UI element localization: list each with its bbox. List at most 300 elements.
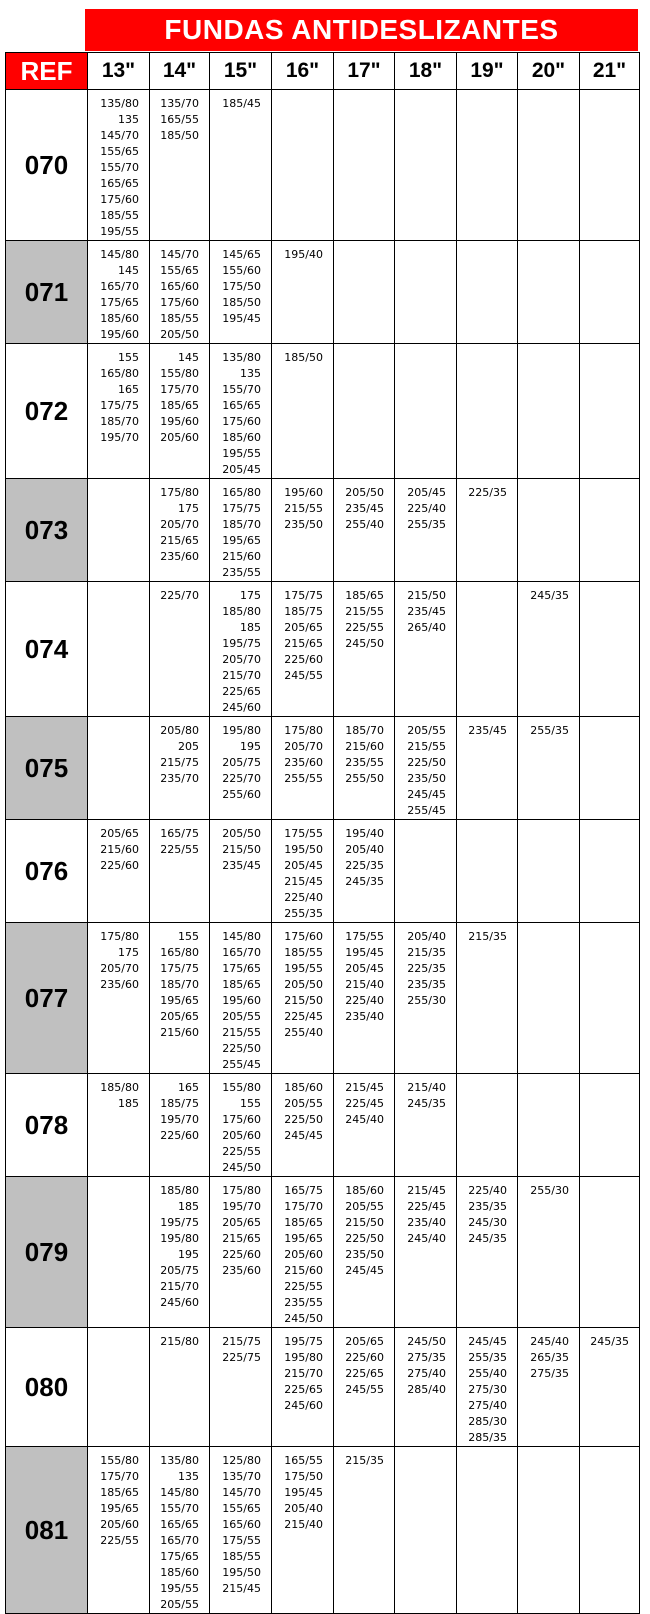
ref-cell: 075 (6, 717, 88, 820)
tire-size-entry: 155/70 (222, 383, 261, 396)
tire-size-entry: 185/75 (160, 1097, 199, 1110)
tire-size-entry: 225/65 (345, 1367, 384, 1380)
tire-size-entry: 225/60 (284, 653, 323, 666)
tire-size-entry: 195/70 (160, 1113, 199, 1126)
tire-size-entry: 235/50 (284, 518, 323, 531)
tire-size-entry: 275/35 (530, 1367, 569, 1380)
tire-size-entry: 185/60 (100, 312, 139, 325)
size-column-header: 19" (457, 53, 518, 90)
size-cell (150, 923, 210, 1074)
tire-size-entry: 195/50 (222, 1566, 261, 1579)
size-cell (457, 1177, 518, 1328)
tire-size-entry: 165/60 (222, 1518, 261, 1531)
size-cell (580, 820, 640, 923)
tire-size-entry: 175/60 (100, 193, 139, 206)
size-cell (150, 241, 210, 344)
tire-size-entry: 255/35 (284, 907, 323, 920)
tire-size-entry: 195 (178, 1248, 199, 1261)
tire-size-entry: 225/40 (345, 994, 384, 1007)
tire-size-entry: 205/65 (100, 827, 139, 840)
ref-cell: 078 (6, 1074, 88, 1177)
ref-cell: 074 (6, 582, 88, 717)
tire-size-entry: 215/50 (222, 843, 261, 856)
tire-size-entry: 195/55 (222, 447, 261, 460)
tire-size-entry: 215/40 (407, 1081, 446, 1094)
tire-size-entry: 225/40 (468, 1184, 507, 1197)
size-cell (272, 90, 334, 241)
tire-size-entry: 185/70 (222, 518, 261, 531)
tire-size-entry: 145 (118, 264, 139, 277)
tire-size-entry: 205/80 (160, 724, 199, 737)
tire-size-entry: 195/50 (284, 843, 323, 856)
tire-size-entry: 195/45 (345, 946, 384, 959)
tire-size-entry: 205/65 (284, 621, 323, 634)
tire-size-entry: 205/75 (222, 756, 261, 769)
tire-size-entry: 265/40 (407, 621, 446, 634)
tire-size-entry: 175/60 (160, 296, 199, 309)
size-cell (272, 344, 334, 479)
tire-size-entry: 205/40 (345, 843, 384, 856)
tire-size-entry: 175/65 (222, 962, 261, 975)
tire-size-entry: 205/70 (100, 962, 139, 975)
tire-size-entry: 175 (118, 946, 139, 959)
tire-size-entry: 225/60 (345, 1351, 384, 1364)
size-cell (210, 820, 272, 923)
tire-size-entry: 195/80 (284, 1351, 323, 1364)
size-cell (272, 1074, 334, 1177)
tire-size-entry: 185/65 (284, 1216, 323, 1229)
table-row (6, 820, 640, 923)
tire-size-entry: 225/60 (160, 1129, 199, 1142)
tire-size-entry: 195/65 (222, 534, 261, 547)
tire-size-entry: 205/45 (284, 859, 323, 872)
size-column-header: 13" (88, 53, 150, 90)
size-cell (88, 820, 150, 923)
tire-size-entry: 215/60 (345, 740, 384, 753)
tire-size-entry: 235/70 (160, 772, 199, 785)
tire-size-entry: 205/45 (345, 962, 384, 975)
tire-size-entry: 175/65 (100, 296, 139, 309)
tire-size-entry: 135/80 (222, 351, 261, 364)
size-cell (518, 923, 580, 1074)
size-cell (580, 479, 640, 582)
tire-size-entry: 235/60 (222, 1264, 261, 1277)
table-row (6, 1177, 640, 1328)
size-column-header: 21" (580, 53, 640, 90)
size-cell (334, 582, 395, 717)
tire-size-entry: 225/45 (284, 1010, 323, 1023)
tire-size-entry: 175/80 (160, 486, 199, 499)
tire-size-entry: 215/55 (284, 502, 323, 515)
tire-size-entry: 225/60 (100, 859, 139, 872)
tire-size-entry: 225/55 (100, 1534, 139, 1547)
tire-size-entry: 195/40 (284, 248, 323, 261)
size-cell (150, 1328, 210, 1447)
tire-size-entry: 275/40 (468, 1399, 507, 1412)
tire-size-entry: 245/45 (407, 788, 446, 801)
tire-size-entry: 245/40 (530, 1335, 569, 1348)
size-cell (88, 1074, 150, 1177)
tire-size-entry: 205/55 (407, 724, 446, 737)
tire-size-entry: 205/75 (160, 1264, 199, 1277)
tire-size-entry: 285/30 (468, 1415, 507, 1428)
size-cell (457, 582, 518, 717)
ref-cell: 081 (6, 1447, 88, 1614)
size-cell (334, 241, 395, 344)
tire-size-entry: 205/40 (407, 930, 446, 943)
tire-size-entry: 235/50 (407, 772, 446, 785)
tire-size-entry: 225/65 (284, 1383, 323, 1396)
tire-size-entry: 215/45 (284, 875, 323, 888)
size-cell (150, 90, 210, 241)
table-row (6, 582, 640, 717)
tire-size-entry: 155/80 (100, 1454, 139, 1467)
size-cell (395, 923, 457, 1074)
tire-size-entry: 145/65 (222, 248, 261, 261)
tire-size-entry: 215/65 (160, 534, 199, 547)
tire-size-entry: 175/75 (160, 962, 199, 975)
tire-size-entry: 235/60 (100, 978, 139, 991)
size-cell (88, 241, 150, 344)
tire-size-entry: 175/60 (222, 415, 261, 428)
size-cell (272, 582, 334, 717)
size-cell (580, 923, 640, 1074)
tire-size-entry: 165/80 (222, 486, 261, 499)
tire-size-entry: 225/60 (222, 1248, 261, 1261)
tire-size-entry: 245/55 (284, 669, 323, 682)
tire-size-entry: 215/75 (222, 1335, 261, 1348)
size-cell (518, 1328, 580, 1447)
tire-size-entry: 235/50 (345, 1248, 384, 1261)
tire-size-entry: 165/80 (160, 946, 199, 959)
tire-size-entry: 215/60 (100, 843, 139, 856)
tire-size-entry: 225/55 (345, 621, 384, 634)
tire-size-entry: 155/60 (222, 264, 261, 277)
tire-size-entry: 185/50 (222, 296, 261, 309)
tire-size-entry: 155 (118, 351, 139, 364)
size-cell (334, 923, 395, 1074)
tire-size-entry: 175 (178, 502, 199, 515)
tire-size-entry: 245/35 (407, 1097, 446, 1110)
size-cell (150, 717, 210, 820)
tire-size-entry: 185/80 (222, 605, 261, 618)
size-cell (395, 1177, 457, 1328)
size-cell (272, 923, 334, 1074)
tire-size-entry: 135/70 (222, 1470, 261, 1483)
tire-size-entry: 255/40 (468, 1367, 507, 1380)
tire-size-entry: 175/55 (284, 827, 323, 840)
tire-size-entry: 165/55 (284, 1454, 323, 1467)
size-cell (150, 1074, 210, 1177)
tire-size-entry: 225/70 (222, 772, 261, 785)
tire-size-entry: 175/50 (222, 280, 261, 293)
size-cell (334, 1328, 395, 1447)
tire-size-entry: 135/70 (160, 97, 199, 110)
tire-size-entry: 215/40 (345, 978, 384, 991)
tire-size-entry: 205/55 (160, 1598, 199, 1611)
tire-size-entry: 135/80 (160, 1454, 199, 1467)
ref-cell: 080 (6, 1328, 88, 1447)
size-cell (580, 1447, 640, 1614)
size-cell (518, 90, 580, 241)
tire-size-entry: 205/60 (222, 1129, 261, 1142)
tire-size-entry: 185/50 (160, 129, 199, 142)
tire-size-entry: 235/40 (345, 1010, 384, 1023)
tire-size-entry: 255/55 (284, 772, 323, 785)
size-cell (210, 582, 272, 717)
tire-size-entry: 185/70 (100, 415, 139, 428)
tire-size-entry: 245/50 (407, 1335, 446, 1348)
size-cell (272, 717, 334, 820)
tire-size-entry: 155 (240, 1097, 261, 1110)
tire-size-entry: 145/80 (160, 1486, 199, 1499)
size-cell (334, 90, 395, 241)
tire-size-entry: 185/80 (160, 1184, 199, 1197)
tire-size-entry: 195/75 (222, 637, 261, 650)
tire-size-entry: 215/50 (284, 994, 323, 1007)
tire-size-entry: 215/60 (284, 1264, 323, 1277)
ref-cell: 071 (6, 241, 88, 344)
tire-size-entry: 195 (240, 740, 261, 753)
tire-size-entry: 215/50 (345, 1216, 384, 1229)
size-cell (272, 1447, 334, 1614)
tire-size-entry: 145/80 (100, 248, 139, 261)
size-cell (88, 1328, 150, 1447)
size-cell (395, 582, 457, 717)
tire-size-entry: 195/80 (160, 1232, 199, 1245)
tire-size-entry: 215/35 (345, 1454, 384, 1467)
tire-size-entry: 165/75 (160, 827, 199, 840)
tire-size-entry: 175/65 (160, 1550, 199, 1563)
tire-size-entry: 195/75 (284, 1335, 323, 1348)
tire-size-entry: 195/60 (222, 994, 261, 1007)
size-cell (150, 1177, 210, 1328)
ref-cell: 070 (6, 90, 88, 241)
tire-size-entry: 215/35 (468, 930, 507, 943)
tire-size-entry: 235/45 (468, 724, 507, 737)
size-cell (150, 582, 210, 717)
size-cell (210, 923, 272, 1074)
tire-size-entry: 225/40 (284, 891, 323, 904)
tire-size-entry: 165/70 (100, 280, 139, 293)
size-cell (518, 344, 580, 479)
size-cell (518, 479, 580, 582)
table-body (6, 90, 640, 1614)
tire-size-entry: 185/60 (160, 1566, 199, 1579)
tire-size-entry: 195/55 (100, 225, 139, 238)
size-cell (580, 90, 640, 241)
tire-size-entry: 245/40 (345, 1113, 384, 1126)
size-cell (150, 479, 210, 582)
tire-size-entry: 245/60 (222, 701, 261, 714)
size-cell (457, 717, 518, 820)
tire-size-entry: 155 (178, 930, 199, 943)
size-cell (518, 1447, 580, 1614)
tire-size-entry: 165/65 (222, 399, 261, 412)
size-cell (518, 820, 580, 923)
tire-size-entry: 255/50 (345, 772, 384, 785)
tire-size-entry: 195/55 (284, 962, 323, 975)
size-cell (272, 479, 334, 582)
size-cell (210, 1447, 272, 1614)
tire-size-entry: 225/35 (407, 962, 446, 975)
tire-size-entry: 175/75 (100, 399, 139, 412)
tire-size-entry: 245/60 (160, 1296, 199, 1309)
tire-size-entry: 235/55 (345, 756, 384, 769)
tire-size-entry: 245/35 (590, 1335, 629, 1348)
tire-size-entry: 195/60 (160, 415, 199, 428)
tire-size-entry: 235/45 (222, 859, 261, 872)
size-cell (88, 923, 150, 1074)
tire-size-entry: 205/55 (345, 1200, 384, 1213)
tire-size-entry: 165/70 (160, 1534, 199, 1547)
size-cell (88, 717, 150, 820)
size-column-header: 18" (395, 53, 457, 90)
tire-size-entry: 185 (178, 1200, 199, 1213)
tire-size-entry: 175/70 (160, 383, 199, 396)
tire-size-entry: 205/40 (284, 1502, 323, 1515)
tire-size-entry: 185/55 (160, 312, 199, 325)
tire-size-entry: 155/70 (100, 161, 139, 174)
size-cell (580, 1328, 640, 1447)
table-row (6, 90, 640, 241)
tire-size-entry: 175/60 (222, 1113, 261, 1126)
tire-size-entry: 205/65 (160, 1010, 199, 1023)
tire-size-entry: 205/60 (100, 1518, 139, 1531)
tire-size-entry: 205/70 (160, 518, 199, 531)
tire-size-entry: 135 (240, 367, 261, 380)
tire-size-entry: 225/65 (222, 685, 261, 698)
size-cell (210, 90, 272, 241)
tire-size-entry: 255/35 (407, 518, 446, 531)
tire-size-entry: 215/75 (160, 756, 199, 769)
tire-size-entry: 165/65 (160, 1518, 199, 1531)
tire-size-entry: 215/65 (222, 1232, 261, 1245)
size-cell (395, 479, 457, 582)
tire-size-entry: 255/45 (407, 804, 446, 817)
tire-size-entry: 195/55 (160, 1582, 199, 1595)
tire-size-entry: 135 (118, 113, 139, 126)
tire-size-entry: 255/45 (222, 1058, 261, 1071)
tire-size-entry: 225/75 (222, 1351, 261, 1364)
size-cell (272, 820, 334, 923)
tire-size-entry: 225/50 (345, 1232, 384, 1245)
tire-size-entry: 215/55 (407, 740, 446, 753)
tire-size-entry: 275/35 (407, 1351, 446, 1364)
tire-size-entry: 195/70 (222, 1200, 261, 1213)
tire-size-entry: 255/35 (468, 1351, 507, 1364)
size-cell (395, 820, 457, 923)
tire-size-entry: 225/55 (284, 1280, 323, 1293)
size-cell (88, 1177, 150, 1328)
table-row (6, 923, 640, 1074)
tire-size-entry: 165/80 (100, 367, 139, 380)
tire-size-entry: 275/40 (407, 1367, 446, 1380)
tire-size-entry: 205/45 (407, 486, 446, 499)
tire-size-entry: 235/55 (222, 566, 261, 579)
tire-size-entry: 225/45 (407, 1200, 446, 1213)
size-cell (518, 1074, 580, 1177)
tire-size-entry: 235/45 (345, 502, 384, 515)
tire-size-entry: 175/80 (284, 724, 323, 737)
tire-size-entry: 195/80 (222, 724, 261, 737)
size-cell (395, 717, 457, 820)
tire-size-entry: 215/55 (345, 605, 384, 618)
size-cell (334, 1447, 395, 1614)
tire-size-entry: 205/70 (222, 653, 261, 666)
tire-size-entry: 235/35 (407, 978, 446, 991)
tire-size-entry: 185 (118, 1097, 139, 1110)
table-row (6, 1328, 640, 1447)
ref-cell: 072 (6, 344, 88, 479)
tire-size-entry: 235/60 (284, 756, 323, 769)
size-cell (210, 717, 272, 820)
tire-size-entry: 185/60 (222, 431, 261, 444)
tire-size-entry: 195/65 (160, 994, 199, 1007)
tire-size-entry: 185/80 (100, 1081, 139, 1094)
ref-cell: 076 (6, 820, 88, 923)
size-column-header: 14" (150, 53, 210, 90)
tire-size-entry: 205/55 (222, 1010, 261, 1023)
tire-size-entry: 245/50 (284, 1312, 323, 1325)
tire-size-entry: 185/55 (100, 209, 139, 222)
tire-size-entry: 175/55 (222, 1534, 261, 1547)
size-cell (272, 1328, 334, 1447)
tire-size-entry: 135/80 (100, 97, 139, 110)
tire-size-entry: 185/65 (160, 399, 199, 412)
tire-size-entry: 175/75 (284, 589, 323, 602)
tire-size-entry: 145/70 (100, 129, 139, 142)
size-cell (88, 1447, 150, 1614)
tire-size-entry: 235/55 (284, 1296, 323, 1309)
tire-size-entry: 275/30 (468, 1383, 507, 1396)
size-cell (334, 1074, 395, 1177)
tire-size-entry: 285/35 (468, 1431, 507, 1444)
size-cell (457, 1447, 518, 1614)
tire-size-entry: 185/75 (284, 605, 323, 618)
tire-size-entry: 225/45 (345, 1097, 384, 1110)
size-column-header: 17" (334, 53, 395, 90)
tire-size-entry: 205/45 (222, 463, 261, 476)
tire-size-entry: 165 (118, 383, 139, 396)
tire-size-entry: 245/50 (222, 1161, 261, 1174)
size-cell (580, 344, 640, 479)
size-cell (150, 344, 210, 479)
tire-size-entry: 225/35 (468, 486, 507, 499)
tire-size-entry: 205/65 (222, 1216, 261, 1229)
size-cell (88, 479, 150, 582)
size-cell (395, 1447, 457, 1614)
tire-size-entry: 195/45 (284, 1486, 323, 1499)
tire-size-entry: 155/70 (160, 1502, 199, 1515)
tire-size-entry: 235/60 (160, 550, 199, 563)
tire-size-entry: 205/50 (345, 486, 384, 499)
tire-size-entry: 175/55 (345, 930, 384, 943)
size-cell (395, 1328, 457, 1447)
tire-size-entry: 145/70 (160, 248, 199, 261)
tire-size-entry: 215/45 (345, 1081, 384, 1094)
tire-size-entry: 245/45 (345, 1264, 384, 1277)
tire-size-entry: 145/80 (222, 930, 261, 943)
size-cell (580, 717, 640, 820)
table-row (6, 241, 640, 344)
tire-size-entry: 215/70 (222, 669, 261, 682)
tire-size-entry: 245/45 (468, 1335, 507, 1348)
size-cell (150, 820, 210, 923)
tire-size-entry: 185/50 (284, 351, 323, 364)
tire-size-entry: 215/40 (284, 1518, 323, 1531)
size-cell (272, 1177, 334, 1328)
